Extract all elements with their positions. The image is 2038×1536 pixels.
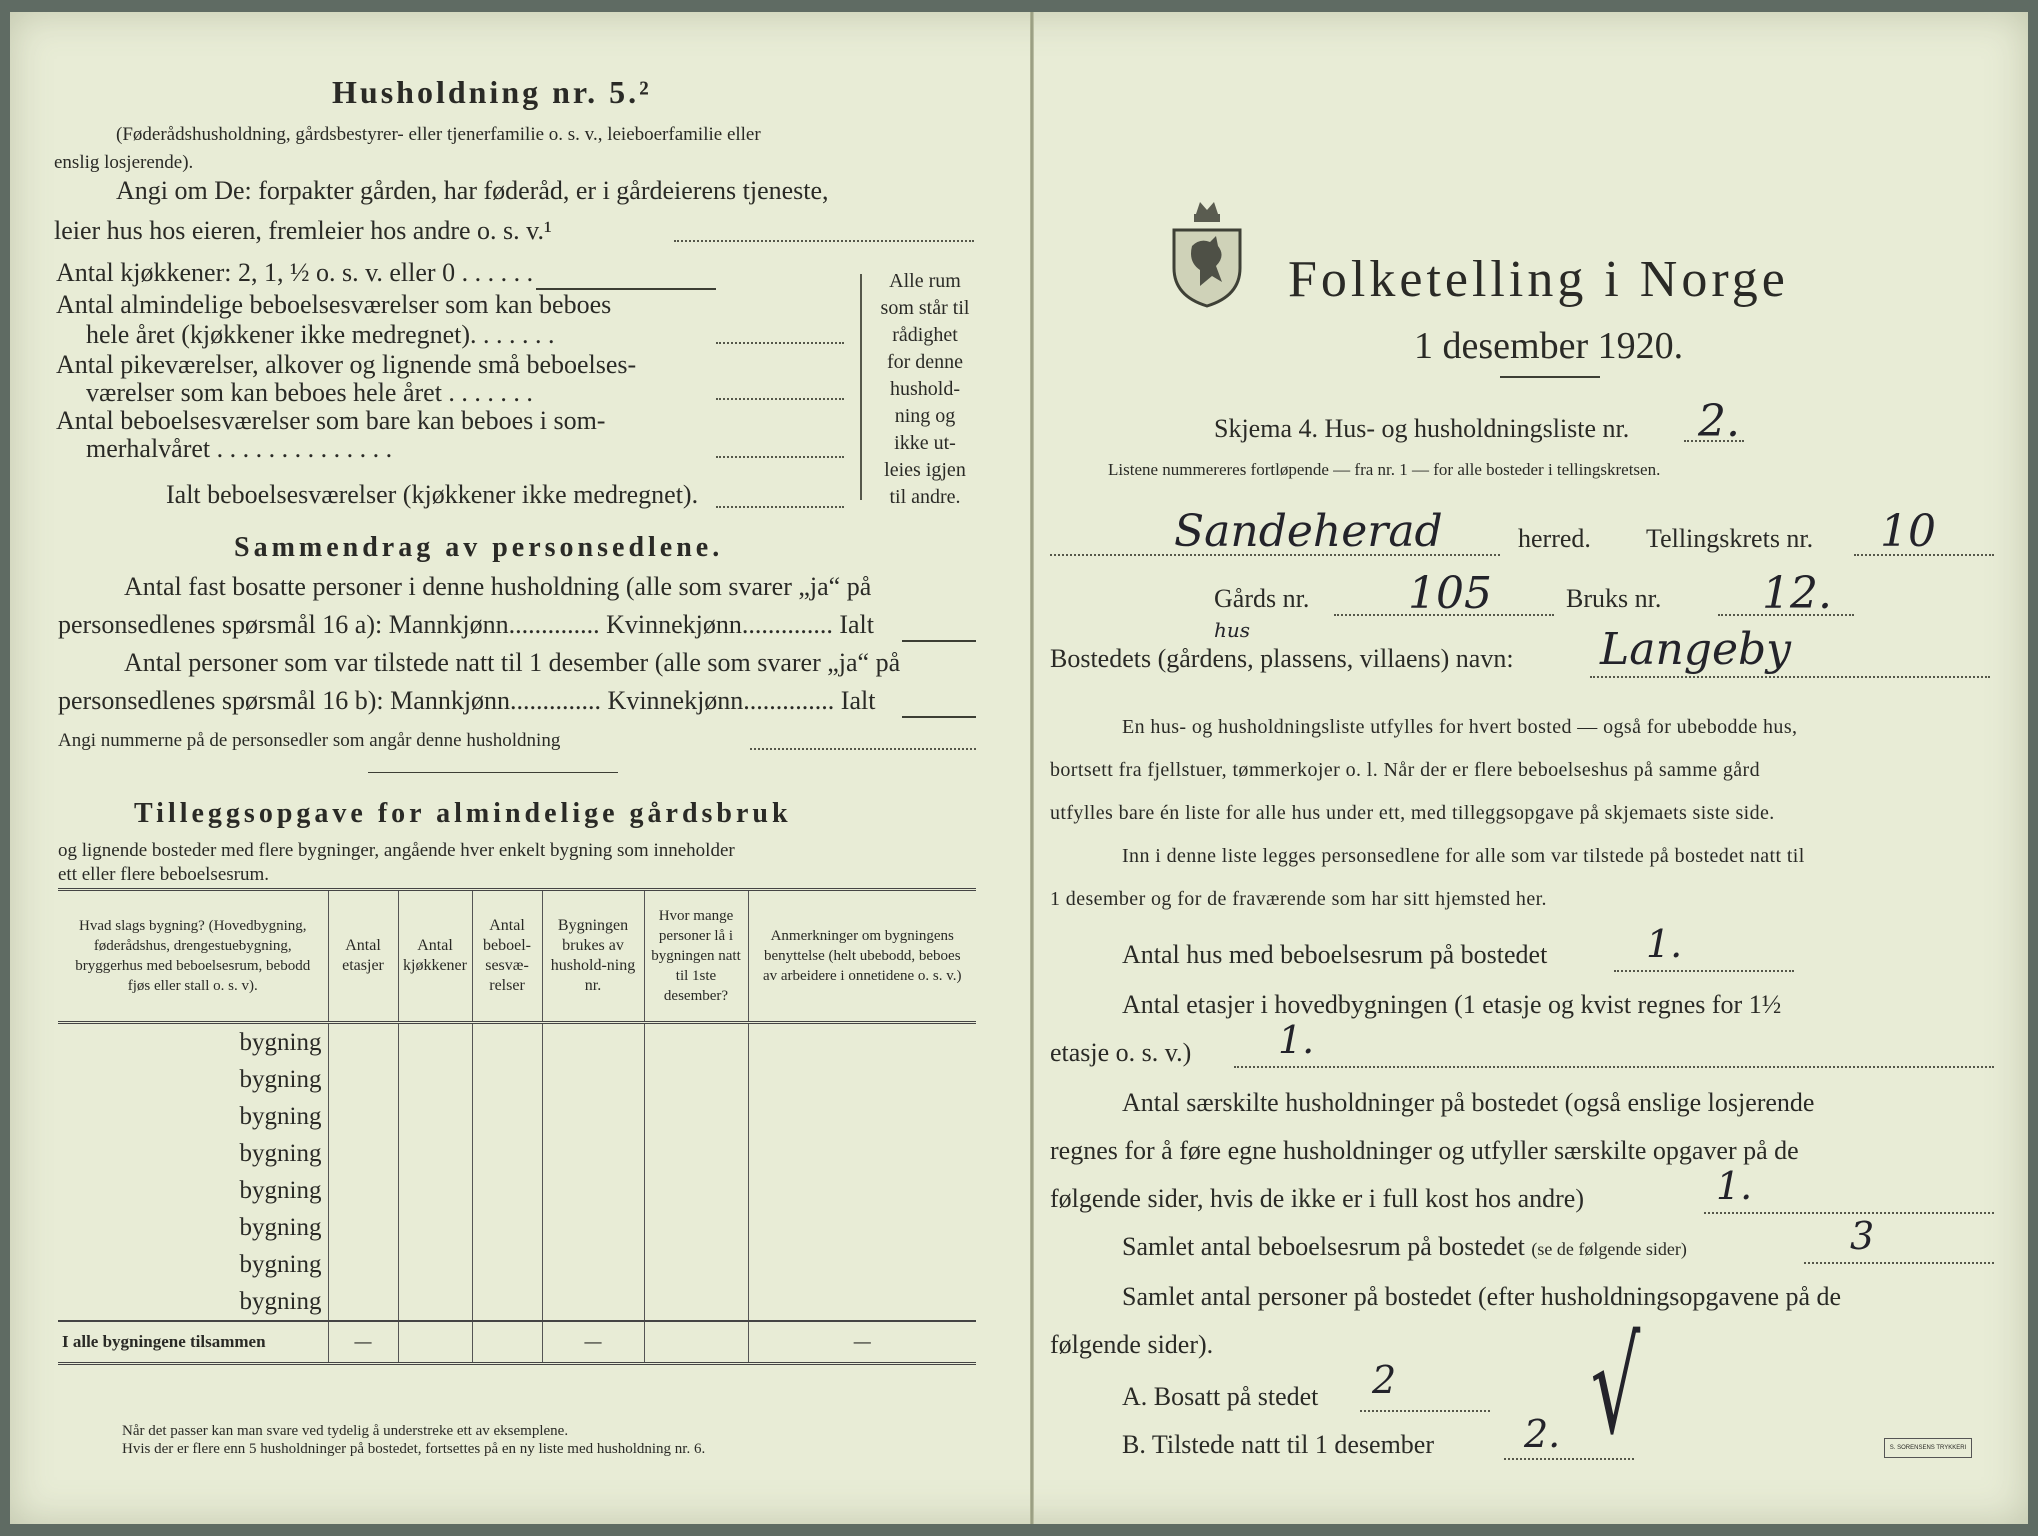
row-label: bygning: [239, 1213, 322, 1241]
col-header-personer: Hvor mange personer lå i bygningen natt til 1ste desember?: [644, 890, 748, 1023]
tilstede-value[interactable]: 2.: [1524, 1412, 1561, 1456]
sommer-answer-line[interactable]: [716, 456, 844, 458]
table-row[interactable]: [58, 1172, 976, 1209]
census-title: Folketelling i Norge: [1288, 251, 1789, 308]
table-row[interactable]: [58, 1098, 976, 1135]
nummerne-answer-line[interactable]: [750, 748, 976, 750]
brace-note-line: hushold-: [890, 378, 960, 400]
saerskilte-label-1: Antal særskilte husholdninger på bostedet (også enslige losjerende: [1122, 1088, 1815, 1117]
gards-label: Gårds nr.: [1214, 584, 1310, 613]
coat-of-arms-icon: [1170, 200, 1244, 308]
alm-label-1: Antal almindelige beboelsesværelser som kan beboes: [56, 290, 612, 319]
etasjer-label-2: etasje o. s. v.): [1050, 1038, 1192, 1067]
bostedets-label: Bostedets (gårdens, plassens, villaens) navn:: [1050, 644, 1514, 673]
samlet-rum-value[interactable]: 3: [1850, 1214, 1875, 1258]
tellingskrets-line: [1854, 554, 1994, 556]
total-dash: —: [542, 1321, 644, 1364]
date-underline: [1500, 376, 1600, 378]
saerskilte-line: [1704, 1212, 1994, 1214]
check-mark: √: [1590, 1311, 1641, 1463]
pike-label-1: Antal pikeværelser, alkover og lignende små beboelses-: [56, 350, 637, 379]
fast-ialt-line[interactable]: [902, 640, 976, 642]
brace-note-line: til andre.: [889, 486, 961, 508]
total-dash: —: [328, 1321, 398, 1364]
col-header-husholdning-nr: Bygningen brukes av hushold-ning nr.: [542, 890, 644, 1023]
brace-note-line: Alle rum: [889, 270, 961, 292]
skjema-line: [1684, 440, 1744, 442]
bosatt-label: A. Bosatt på stedet: [1122, 1382, 1319, 1411]
building-table: [58, 888, 976, 1365]
footnote-2: Hvis der er flere enn 5 husholdninger på bostedet, fortsettes på en ny liste med husholdning nr. 6.: [122, 1441, 706, 1457]
info-line-1: En hus- og husholdningsliste utfylles for hvert bosted — også for ubebodde hus,: [1122, 716, 1798, 738]
row-label: bygning: [239, 1176, 322, 1204]
total-dash: —: [748, 1321, 976, 1364]
info-line-3: utfylles bare én liste for alle hus under ett, med tilleggsopgave på skjemaets siste side.: [1050, 802, 1775, 824]
kjokkener-label: Antal kjøkkener: 2, 1, ½ o. s. v. eller 0 . . . . . .: [56, 258, 534, 287]
herred-line: [1050, 554, 1500, 556]
angi-line-2: leier hus hos eieren, fremleier hos andre o. s. v.¹: [54, 216, 552, 245]
gards-value[interactable]: 105: [1408, 568, 1492, 619]
household-intro-1: (Føderådshusholdning, gårdsbestyrer- eller tjenerfamilie o. s. v., leieboerfamilie eller: [116, 124, 761, 145]
right-page: [1034, 12, 2028, 1524]
tilstede-label: B. Tilstede natt til 1 desember: [1122, 1430, 1434, 1459]
tillegg-line-2: ett eller flere beboelsesrum.: [58, 864, 270, 885]
brace-note-line: rådighet: [892, 324, 958, 346]
angi-line-1: Angi om De: forpakter gården, har føderåd, er i gårdeierens tjeneste,: [116, 176, 829, 205]
brace: [860, 274, 862, 500]
brace-note-line: leies igjen: [884, 459, 966, 481]
row-label: bygning: [239, 1065, 322, 1093]
bruks-value[interactable]: 12.: [1762, 568, 1832, 619]
bosatt-line: [1360, 1410, 1490, 1412]
antal-hus-value[interactable]: 1.: [1646, 922, 1683, 966]
alm-answer-line[interactable]: [716, 342, 844, 344]
row-label: bygning: [239, 1139, 322, 1167]
bruks-line: [1718, 614, 1854, 616]
row-label: bygning: [239, 1102, 322, 1130]
antal-hus-label: Antal hus med beboelsesrum på bostedet: [1122, 940, 1548, 969]
left-page: [10, 12, 1030, 1524]
section-divider: [368, 772, 618, 773]
printer-stamp: S. SORENSENS TRYKKERI: [1884, 1438, 1972, 1458]
herred-label: herred.: [1518, 524, 1591, 553]
tellingskrets-value[interactable]: 10: [1880, 506, 1936, 557]
nummerne-label: Angi nummerne på de personsedler som angår denne husholdning: [58, 730, 561, 751]
brace-note-line: ning og: [894, 405, 956, 427]
samlet-rum-text: Samlet antal beboelsesrum på bostedet: [1122, 1232, 1525, 1261]
household-title: Husholdning nr. 5.²: [332, 74, 652, 110]
samlet-rum-note: (se de følgende sider): [1531, 1239, 1687, 1259]
etasjer-label-1: Antal etasjer i hovedbygningen (1 etasje og kvist regnes for 1½: [1122, 990, 1782, 1019]
fast-line-1: Antal fast bosatte personer i denne husholdning (alle som svarer „ja“ på: [124, 572, 872, 601]
etasjer-value[interactable]: 1.: [1278, 1018, 1315, 1062]
row-label: bygning: [239, 1287, 322, 1315]
brace-note-line: ikke ut-: [894, 432, 956, 454]
summary-title: Sammendrag av personsedlene.: [234, 532, 724, 563]
tilstede-ialt-line[interactable]: [902, 716, 976, 718]
total-label: I alle bygningene tilsammen: [58, 1321, 328, 1364]
row-label: bygning: [239, 1250, 322, 1278]
saerskilte-label-3: følgende sider, hvis de ikke er i full kost hos andre): [1050, 1184, 1584, 1213]
ialt-label: Ialt beboelsesværelser (kjøkkener ikke medregnet).: [166, 480, 699, 509]
pike-answer-line[interactable]: [716, 398, 844, 400]
tillegg-line-1: og lignende bosteder med flere bygninger, angående hver enkelt bygning som inneholder: [58, 840, 735, 861]
bosatt-value[interactable]: 2: [1372, 1358, 1397, 1402]
samlet-rum-line: [1804, 1262, 1994, 1264]
info-line-5: 1 desember og for de fraværende som har sitt hjemsted her.: [1050, 888, 1547, 910]
listene-note: Listene nummereres fortløpende — fra nr. 1 — for alle bosteder i tellingskretsen.: [1108, 460, 1661, 479]
fast-line-2: personsedlenes spørsmål 16 a): Mannkjønn.............. Kvinnekjønn.............. Ialt: [58, 610, 874, 639]
table-row[interactable]: [58, 1283, 976, 1321]
census-date: 1 desember 1920.: [1414, 325, 1684, 367]
samlet-pers-label-2: følgende sider).: [1050, 1330, 1214, 1359]
angi-answer-line[interactable]: [674, 240, 974, 242]
ialt-answer-line[interactable]: [716, 506, 844, 508]
footnote-1: Når det passer kan man svare ved tydelig å understreke ett av eksemplene.: [122, 1423, 569, 1439]
hus-insert: hus: [1214, 618, 1251, 642]
pike-label-2: værelser som kan beboes hele året . . . . . . .: [86, 378, 533, 407]
gards-line: [1334, 614, 1554, 616]
col-header-building-type: Hvad slags bygning? (Hovedbygning, føderådshus, drengestuebygning, bryggerhus med beboelsesrum, bebodd fjøs eller stall o. s. v).: [75, 918, 311, 994]
herred-value[interactable]: Sandeherad: [1174, 506, 1443, 557]
row-label: bygning: [239, 1028, 322, 1056]
household-intro-2: enslig losjerende).: [54, 152, 194, 173]
saerskilte-value[interactable]: 1.: [1716, 1164, 1753, 1208]
table-row[interactable]: [58, 1246, 976, 1283]
tillegg-title: Tilleggsopgave for almindelige gårdsbruk: [134, 798, 792, 829]
tilstede-line-1: Antal personer som var tilstede natt til 1 desember (alle som svarer „ja“ på: [124, 648, 901, 677]
antal-hus-line: [1614, 970, 1794, 972]
col-header-kjokkener: Antal kjøkkener: [398, 890, 472, 1023]
info-line-4: Inn i denne liste legges personsedlene for alle som var tilstede på bostedet natt til: [1122, 845, 1805, 867]
table-row[interactable]: [58, 1209, 976, 1246]
skjema-value[interactable]: 2.: [1698, 396, 1740, 447]
brace-note: [872, 268, 978, 511]
info-line-2: bortsett fra fjellstuer, tømmerkojer o. l. Når der er flere beboelseshus på samme gård: [1050, 759, 1761, 781]
col-header-etasjer: Antal etasjer: [328, 890, 398, 1023]
bostedets-value[interactable]: Langeby: [1600, 624, 1792, 675]
tilstede-line-2: personsedlenes spørsmål 16 b): Mannkjønn.............. Kvinnekjønn.............. Ialt: [58, 686, 876, 715]
table-row[interactable]: [58, 1135, 976, 1172]
brace-note-line: som står til: [880, 297, 970, 319]
table-row[interactable]: [58, 1023, 976, 1062]
skjema-label: Skjema 4. Hus- og husholdningsliste nr.: [1214, 414, 1630, 443]
sommer-label-2: merhalvåret . . . . . . . . . . . . . .: [86, 434, 393, 463]
sommer-label-1: Antal beboelsesværelser som bare kan beboes i som-: [56, 406, 606, 435]
alm-label-2: hele året (kjøkkener ikke medregnet). . . . . . .: [86, 320, 555, 349]
bruks-label: Bruks nr.: [1566, 584, 1662, 613]
etasjer-line: [1234, 1066, 1994, 1068]
brace-note-line: for denne: [886, 351, 964, 373]
tellingskrets-label: Tellingskrets nr.: [1646, 524, 1814, 553]
samlet-pers-label-1: Samlet antal personer på bostedet (efter husholdningsopgavene på de: [1122, 1282, 1842, 1311]
col-header-anmerkninger: Anmerkninger om bygningens benyttelse (helt ubebodd, beboes av arbeidere i onnetidene o. s. v.): [748, 890, 976, 1023]
col-header-beboelsesvaerelser: Antal beboel-sesvæ-relser: [472, 890, 542, 1023]
table-total-row: [58, 1321, 976, 1364]
saerskilte-label-2: regnes for å føre egne husholdninger og utfyller særskilte opgaver på de: [1050, 1136, 1799, 1165]
samlet-rum-label: [1122, 1232, 1687, 1262]
bostedets-line: [1590, 676, 1990, 678]
table-header-row: [58, 890, 976, 1023]
table-row[interactable]: [58, 1061, 976, 1098]
